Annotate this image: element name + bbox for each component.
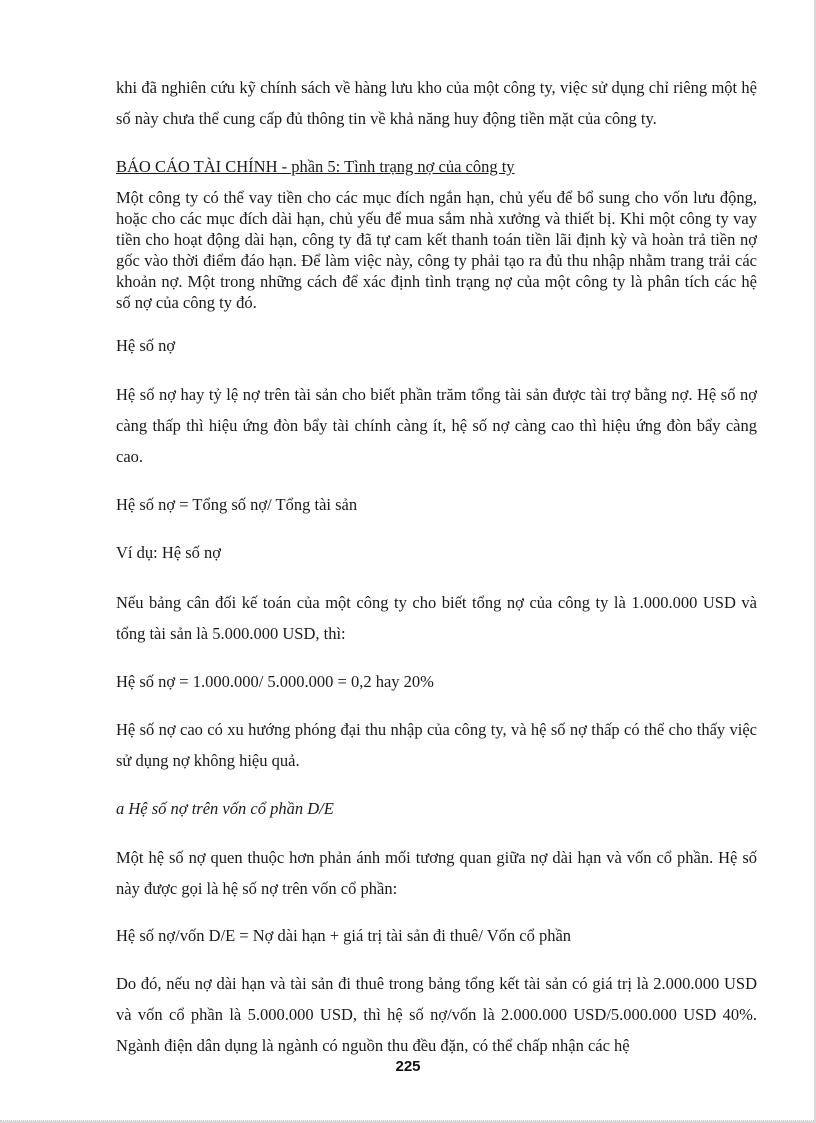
section-heading: BÁO CÁO TÀI CHÍNH - phần 5: Tình trạng nợ của công ty (116, 157, 515, 176)
paragraph-debt-to-equity-example: Do đó, nếu nợ dài hạn và tài sản đi thuê trong bảng tổng kết tài sản có giá trị là 2.000.000 USD và vốn cổ phần là 5.000.000 USD, thì hệ số nợ/vốn là 2.000.000 USD/5.000.000 USD 40%. Ngành điện dân dụng là ngành có nguồn thu đều đặn, có thể chấp nhận các hệ (116, 974, 757, 1055)
subheading-debt-ratio: Hệ số nợ (116, 336, 176, 355)
footer-divider (0, 1120, 814, 1121)
formula-debt-to-equity: Hệ số nợ/vốn D/E = Nợ dài hạn + giá trị tài sản đi thuê/ Vốn cổ phần (116, 926, 572, 945)
paragraph-intro: Một công ty có thể vay tiền cho các mục đích ngắn hạn, chủ yếu để bổ sung cho vốn lưu động, hoặc cho các mục đích dài hạn, chủ yếu để mua sắm nhà xưởng và thiết bị. Khi một công ty vay tiền cho hoạt động dài hạn, công ty đã tự cam kết thanh toán tiền lãi định kỳ và hoàn trả tiền nợ gốc vào thời điểm đáo hạn. Để làm việc này, công ty phải tạo ra đủ thu nhập nhằm trang trải các khoản nợ. Một trong những cách để xác định tình trạng nợ của một công ty là phân tích các hệ số nợ của công ty đó. (116, 188, 757, 312)
paragraph-example: Nếu bảng cân đối kế toán của một công ty cho biết tổng nợ của công ty là 1.000.000 USD và tổng tài sản là 5.000.000 USD, thì: (116, 593, 757, 643)
document-body (116, 70, 757, 1061)
formula-example-calculation: Hệ số nợ = 1.000.000/ 5.000.000 = 0,2 hay 20% (116, 672, 434, 691)
paragraph-interpretation: Hệ số nợ cao có xu hướng phóng đại thu nhập của công ty, và hệ số nợ thấp có thể cho thấy việc sử dụng nợ không hiệu quả. (116, 720, 757, 770)
example-label: Ví dụ: Hệ số nợ (116, 543, 221, 562)
page-number: 225 (395, 1058, 421, 1075)
paragraph-continuation: khi đã nghiên cứu kỹ chính sách về hàng lưu kho của một công ty, việc sử dụng chỉ riêng một hệ số này chưa thể cung cấp đủ thông tin về khả năng huy động tiền mặt của công ty. (116, 78, 757, 128)
paragraph-debt-ratio-definition: Hệ số nợ hay tỷ lệ nợ trên tài sản cho biết phần trăm tổng tài sản được tài trợ bằng nợ. Hệ số nợ càng thấp thì hiệu ứng đòn bẩy tài chính càng ít, hệ số nợ càng cao thì hiệu ứng đòn bẩy càng cao. (116, 385, 757, 466)
paragraph-debt-to-equity: Một hệ số nợ quen thuộc hơn phản ánh mối tương quan giữa nợ dài hạn và vốn cổ phần. Hệ số này được gọi là hệ số nợ trên vốn cổ phần: (116, 848, 757, 898)
subheading-debt-to-equity: a Hệ số nợ trên vốn cổ phần D/E (116, 799, 334, 818)
formula-debt-ratio: Hệ số nợ = Tổng số nợ/ Tổng tài sản (116, 495, 358, 514)
